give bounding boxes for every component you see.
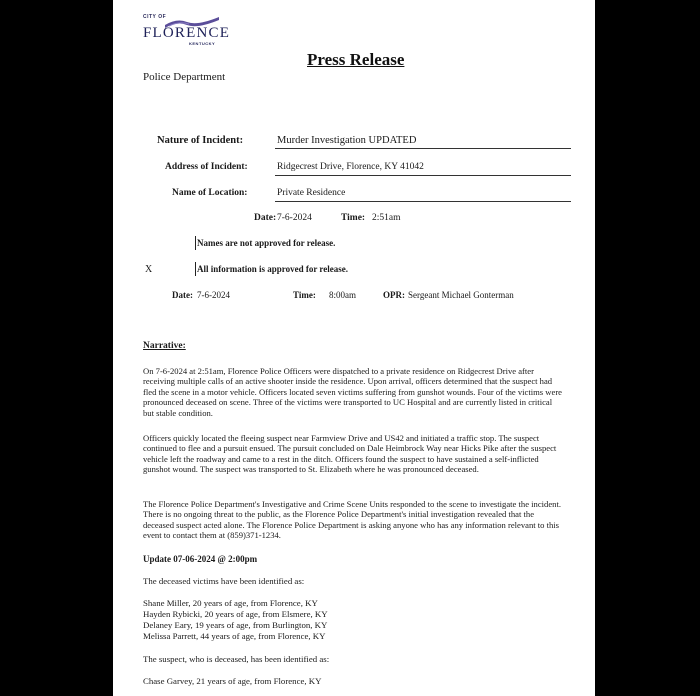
incident-date-value: 7-6-2024 bbox=[277, 213, 312, 223]
victim-item: Hayden Rybicki, 20 years of age, from Elsmere, KY bbox=[143, 609, 328, 619]
incident-date-label: Date: bbox=[254, 213, 277, 223]
address-label: Address of Incident: bbox=[165, 162, 248, 172]
narrative-paragraph-3: The Florence Police Department's Investigative and Crime Scene Units responded to the scene to investigate the incident. There is no ongoing threat to the public, as the Florence Police Department's initial investigation revealed that the deceased suspect acted alone. The Florence Police Department is asking anyone who has any information relevant to this event to contact them at (859)371-1234. bbox=[143, 499, 561, 541]
department-name: Police Department bbox=[143, 71, 226, 83]
approval-option-1: Names are not approved for release. bbox=[197, 238, 336, 248]
update-heading: Update 07-06-2024 @ 2:00pm bbox=[143, 554, 258, 564]
opr-label: OPR: bbox=[383, 290, 405, 300]
option2-checkbox-bar bbox=[195, 262, 196, 276]
document-page bbox=[113, 0, 595, 696]
nature-label: Nature of Incident: bbox=[157, 135, 244, 146]
option1-checkbox-bar bbox=[195, 236, 196, 250]
victim-item: Delaney Eary, 19 years of age, from Burlington, KY bbox=[143, 620, 328, 630]
release-date-value: 7-6-2024 bbox=[197, 290, 230, 300]
location-value: Private Residence bbox=[277, 188, 346, 198]
narrative-heading: Narrative: bbox=[143, 341, 186, 351]
nature-value: Murder Investigation UPDATED bbox=[277, 135, 417, 146]
incident-time-label: Time: bbox=[341, 213, 366, 223]
nature-underline bbox=[275, 148, 571, 149]
suspect-item: Chase Garvey, 21 years of age, from Florence, KY bbox=[143, 676, 322, 686]
location-underline bbox=[275, 201, 571, 202]
victim-item: Shane Miller, 20 years of age, from Florence, KY bbox=[143, 598, 318, 608]
release-time-value: 8:00am bbox=[329, 290, 356, 300]
address-underline bbox=[275, 175, 571, 176]
victim-item: Melissa Parrett, 44 years of age, from Florence, KY bbox=[143, 631, 326, 641]
victims-intro: The deceased victims have been identified as: bbox=[143, 576, 305, 586]
approval-check-mark: X bbox=[145, 264, 153, 275]
release-date-label: Date: bbox=[172, 290, 193, 300]
suspect-intro: The suspect, who is deceased, has been identified as: bbox=[143, 654, 330, 664]
document-title: Press Release bbox=[307, 50, 405, 69]
narrative-paragraph-1: On 7-6-2024 at 2:51am, Florence Police Officers were dispatched to a private residence on Ridgecrest Drive after receiving multiple calls of an active shooter inside the residence. Upon arrival, officers determined that the suspect had fled the scene in a motor vehicle. Officers located seven victims suffering from gunshot wounds. Four of the victims were pronounced deceased on scene. Three of the victims were transported to UC Hospital and are currently listed in critical but stable condition. bbox=[143, 366, 562, 418]
release-time-label: Time: bbox=[293, 290, 316, 300]
logo-name: FLORENCE bbox=[143, 25, 231, 41]
location-label: Name of Location: bbox=[172, 188, 248, 198]
logo-city-of: CITY OF bbox=[143, 14, 167, 20]
logo-state: KENTUCKY bbox=[189, 41, 216, 46]
opr-value: Sergeant Michael Gonterman bbox=[408, 290, 514, 300]
incident-time-value: 2:51am bbox=[372, 213, 401, 223]
city-logo bbox=[143, 14, 231, 48]
approval-option-2: All information is approved for release. bbox=[197, 264, 348, 274]
address-value: Ridgecrest Drive, Florence, KY 41042 bbox=[277, 162, 424, 172]
narrative-paragraph-2: Officers quickly located the fleeing suspect near Farmview Drive and US42 and initiated a traffic stop. The suspect continued to flee and a pursuit ensued. The pursuit concluded on Dale Heimbrock Way near Hicks Pike after the suspect vehicle left the roadway and came to a rest in the ditch. Officers found the suspect to have sustained a self-inflicted gunshot wound. The suspect was transported to St. Elizabeth where he was pronounced deceased. bbox=[143, 433, 557, 475]
